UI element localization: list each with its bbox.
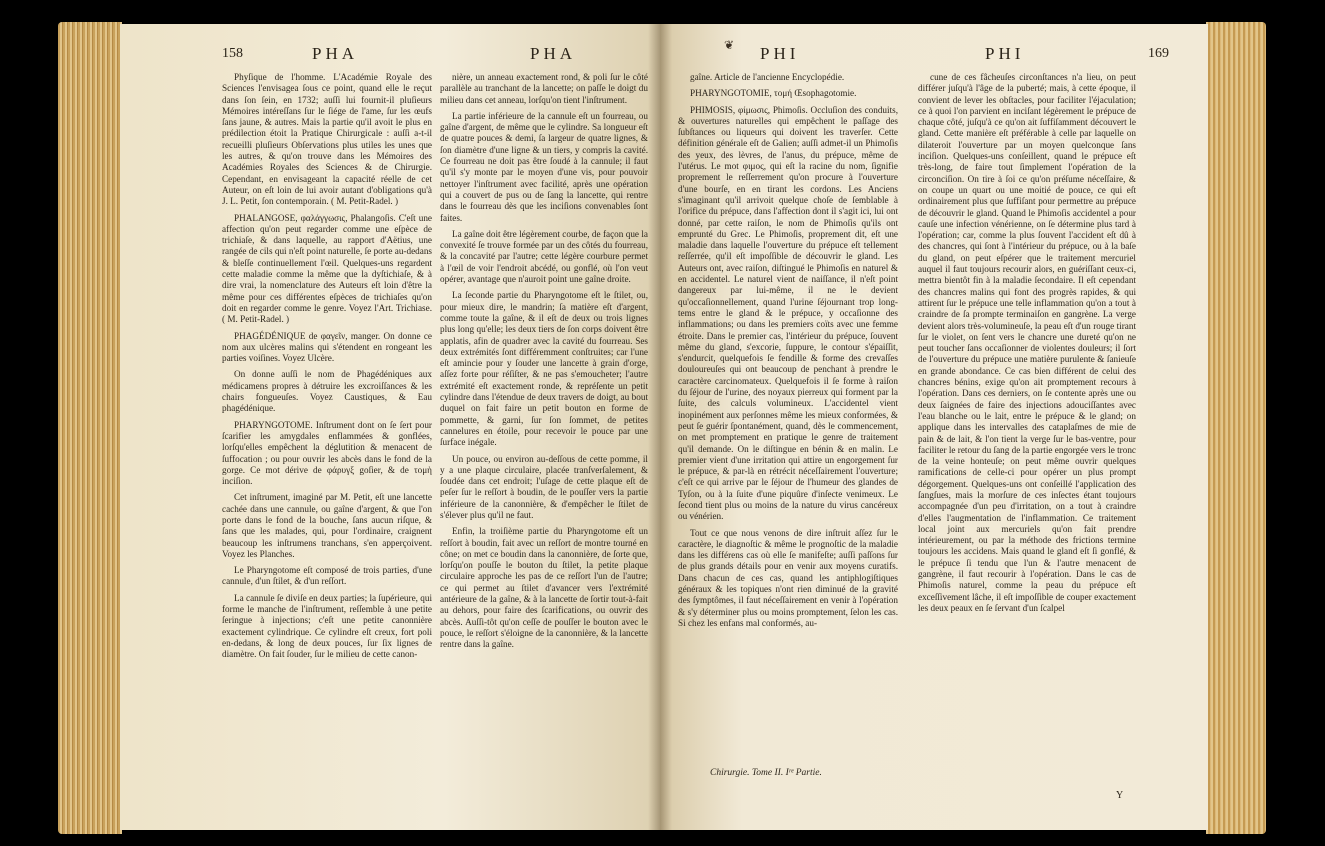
page-footer: Chirurgie. Tome II. Iʳᵉ Partie. bbox=[710, 768, 822, 778]
left-column-2 bbox=[440, 72, 648, 822]
signature-mark: Y bbox=[1116, 790, 1124, 801]
paragraph: Un pouce, ou environ au-deſſous de cette pomme, il y a une plaque circulaire, placée tranſverſalement, & ſoudée dans cet endroit; l'uſage de cette plaque eſt de peſer ſur le reſſort à boudin, de le pouſſer vers la partie inférieure de la canonnière, & d'empêcher le ſtilet de s'élever plus qu'il ne faut. bbox=[440, 453, 648, 520]
book-edge-left bbox=[58, 22, 122, 834]
paragraph: Phyſique de l'homme. L'Académie Royale des Sciences l'envisagea ſous ce point, quand elle le reçut dans ſon ſein, en 1732; auſſi lui fournit-il pluſieurs Mémoires intéreſſans ſur le ſiége de l'ame, ſur les œufs ſans jaune, & autres. Mais la partie qu'il avoit le plus en prédilection étoit la Pratique Chirurgicale : auſſi a-t-il recueilli pluſieurs Obſervations plus utiles les unes que les autres, & qu'on trouve dans les Mémoires des Académies Royales des Sciences & de Chirurgie. Cependant, en envisageant la capacité réelle de cet Auteur, on eſt loin de lui avoir autant d'obligations qu'à J. L. Petit, ſon contemporain. ( M. Petit-Radel. ) bbox=[222, 72, 432, 207]
paragraph: cune de ces fâcheuſes circonſtances n'a lieu, on peut différer juſqu'à l'âge de la puberté; mais, à cette époque, il convient de lever les obſtacles, pour faciliter l'éjaculation; ce à quoi l'on parvient en inciſant légèrement le prépuce de chaque côté, juſqu'à ce qu'on ait ſuffiſamment découvert le gland. Cette manière eſt préférable à celle par laquelle on dilateroit l'ouverture par un moyen quelconque ſans inciſion. Quelques-uns conſeillent, quand le prépuce eſt très-long, de faire tout ſimplement l'opération de la circonciſion. On tire à ſoi ce qu'on préſume néceſſaire, & on coupe un quart ou une moitié de pouce, ce qui eſt ordinairement plus que ſuffiſant pour permettre au prépuce de découvrir le gland. Quand le Phimoſis accidentel a pour cauſe une infection vénérienne, on ſe détermine plus tard à l'opération; car, comme la plus ſouvent l'accident eſt dû à des chancres, qui ſont à l'intérieur du prépuce, ou à la baſe du gland, on peut eſpérer que le traitement mercuriel auquel il faut toujours recourir alors, en guériſſant ceux-ci, mettra bientôt fin à la maladie ſecondaire. Il eſt cependant des chancres malins qui font des progrès rapides, & qui attirent ſur le prépuce une telle inflammation qu'on a tout à craindre de ſa prompte terminaiſon en gangrène. La verge devient alors très-volumineuſe, la peau eſt d'un rouge tirant ſur le violet, on ſent vers le chancre une dureté qu'on ne peut toucher ſans occaſionner de violentes douleurs; il ſort de l'ouverture du prépuce une matière purulente & ſanieuſe en grande abondance. Ce cas bien différent de celui des chancres bénins, exige qu'on ait promptement recours à l'opération. Dans ces derniers, on ſe contente après une ou deux ſaignées de faire des injections adouciſſantes avec l'eau blanche ou le lait, entre le prépuce & le gland; on applique dans les intervalles des cataplaſmes de mie de pain & de lait, & l'on tient la verge ſur le bas-ventre, pour faciliter le retour du ſang de la partie engorgée vers le tronc de la veine honteuſe; on peut même ouvrir quelques ramifications de celle-ci pour opérer un plus prompt dégorgement. Quelques-uns ont conſeillé l'application des ſangſues, mais la morſure de ces inſectes étant toujours accompagnée d'un peu d'irritation, on a tout à craindre d'elles l'augmentation de l'inflammation. Ce traitement local joint aux mercuriels qu'on fait prendre intérieurement, ou par la méthode des frictions termine toujours les accidens. Mais quand le gland eſt ſi gonflé, & le prépuce ſi tendu que l'un & l'autre menacent de gangrène, il faut recourir à l'opération. Dans le cas de Phimoſis naturel, comme la peau du prépuce eſt exceſſivement lâche, il eſt impoſſible de couper exactement les deux peaux en ſe ſervant d'un ſcalpel bbox=[918, 72, 1136, 613]
right-running-head-2: PHI bbox=[985, 44, 1025, 63]
left-running-head-2: PHA bbox=[530, 44, 577, 63]
left-running-head-1: PHA bbox=[312, 44, 359, 63]
left-page-number: 158 bbox=[222, 46, 243, 61]
right-column-1 bbox=[678, 72, 898, 762]
left-column-1 bbox=[222, 72, 432, 822]
paragraph: La partie inférieure de la cannule eſt un fourreau, ou gaîne d'argent, de même que le cylindre. Sa longueur eſt de quatre pouces & demi, ſa largeur de quatre lignes, & ſon diamètre d'une ligne & un tiers, y compris la cavité. Ce fourreau ne doit pas être ſoudé à la cannule; il faut qu'il s'y monte par le moyen d'une vis, pour pouvoir nettoyer l'inſtrument avec facilité, après une opération qui a couvert de pus ou de ſang la lancette, qui rentre dans le fourreau dès que les inciſions convenables ſont faites. bbox=[440, 110, 648, 223]
paragraph: La cannule ſe diviſe en deux parties; la ſupérieure, qui forme le manche de l'inſtrument, reſſemble à une petite ſeringue à injections; c'eſt une petite canonnière exactement cylindrique. Ce cylindre eſt creux, fort poli en-dedans, & long de deux pouces, ſur ſix lignes de diamètre. On fait ſouder, ſur le milieu de cette canon- bbox=[222, 592, 432, 660]
paragraph: PHALANGOSE, φαλάγγωσις, Phalangoſis. C'eſt une affection qu'on peut regarder comme une eſpèce de trichiaſe, & dans laquelle, au rapport d'Aëtius, une rangée de cils qui n'eſt point naturelle, ſe porte au-dedans & bleſſe continuellement l'œil. Quelques-uns regardent cette maladie comme la même que la dyſtichiaſe, & à dire vrai, la nomenclature des Auteurs eſt loin d'être la même pour ces différentes eſpèces de trichiaſes qu'on doit en regarder comme le genre. Voyez l'Art. Trichiase. ( M. Petit-Radel. ) bbox=[222, 212, 432, 325]
paragraph: PHIMOSIS, φίμωσις, Phimoſis. Occluſion des conduits, & ouvertures naturelles qui empêchent le paſſage des ſubſtances ou liqueurs qui doivent les traverſer. Cette définition générale eſt de Galien; auſſi admet-il un Phimoſis des yeux, des lèvres, de l'anus, du prépuce, même de l'utérus. Le mot φιμος, qui eſt la racine du nom, ſignifie proprement le reſſerrement qu'on procure à l'ouverture d'une bourſe, en en tirant les cordons. Les Anciens s'imaginant qu'il arrivoit quelque choſe de ſemblable à l'orifice du prépuce, dans l'affection dont il s'agit ici, lui ont donné, par cette raiſon, le nom de Phimoſis qu'ils ont emprunté du Grec. Le Phimoſis, proprement dit, eſt une maladie dans laquelle l'ouverture du prépuce eſt tellement reſſerrée, qu'il eſt impoſſible de découvrir le gland. Les Auteurs ont, avec raiſon, diſtingué le Phimoſis en naturel & en accidentel. Le naturel vient de naiſſance, il n'eſt point dangereux par lui-même, il ne le devient qu'occaſionnellement, quand l'urine ſéjournant trop long-tems entre le gland & le prépuce, y occaſionne des inflammations; ou dans les premiers coïts avec une femme étroite. Dans le premier cas, l'intérieur du prépuce, ſouvent même du gland, s'excorie, ſuppure, le contour s'épaiſſit, s'endurcit, quelquefois ſe fendille & forme des crevaſſes douloureuſes qui ont beaucoup de penchant à prendre le caractère carcinomateux. Quelquefois il ſe forme à raiſon du ſéjour de l'urine, des noyaux pierreux qui forment par la ſuite, des calculs volumineux. L'accidentel vient inopinément aux perſonnes même les mieux conformées, & peut ſe guérir ſpontanément, quand, dès le commencement, on met promptement en pratique le genre de traitement qu'il demande. On le diſtingue en bénin & en malin. Le premier vient d'une irritation qui attire un engorgement ſur le prépuce, & par-là en rétrécit néceſſairement l'ouverture; c'eſt ce qui arrive par le ſéjour de l'humeur des glandes de Tyſon, ou à la ſuite d'une piquûre d'inſecte venimeux. Le ſecond tient plus ou moins de la nature du virus cancéreux ou vénérien. bbox=[678, 104, 898, 522]
paragraph: nière, un anneau exactement rond, & poli ſur le côté parallèle au tranchant de la lancette; on paſſe le doigt du milieu dans cet anneau, lorſqu'on tient l'inſtrument. bbox=[440, 72, 648, 105]
right-column-2 bbox=[918, 72, 1136, 784]
paragraph: Enfin, la troiſième partie du Pharyngotome eſt un reſſort à boudin, fait avec un reſſort de montre tourné en cône; on met ce boudin dans la canonnière, de ſorte que, lorſqu'on pouſſe le bouton du ſtilet, la petite plaque circulaire approche les pas de ce reſſort l'un de l'autre; ce qui permet au ſtilet d'avancer vers l'extrémité antérieure de la gaîne, & à la lancette de ſortir tout-à-fait au dehors, pour faire des ſcarifications, ou ouvrir des abcès. Auſſi-tôt qu'on ceſſe de pouſſer le bouton avec le pouce, le reſſort s'éloigne de la canonnière, & la lancette rentre dans la gaîne. bbox=[440, 526, 648, 650]
paragraph: Le Pharyngotome eſt composé de trois parties, d'une cannule, d'un ſtilet, & d'un reſſort. bbox=[222, 565, 432, 587]
paragraph: PHARYNGOTOME. Inſtrument dont on ſe ſert pour ſcarifier les amygdales enflammées & gonflées, lorſqu'elles empêchent la déglutition & menacent de ſuffocation ; ou pour ouvrir les abcès dans le fond de la gorge. Ce mot dérive de φάρυγξ goſier, & de τομὴ inciſion. bbox=[222, 419, 432, 487]
paragraph: PHAGÉDÉNIQUE de φαγεῖν, manger. On donne ce nom aux ulcères malins qui s'étendent en rongeant les parties voiſines. Voyez Ulcère. bbox=[222, 330, 432, 364]
paragraph: Cet inſtrument, imaginé par M. Petit, eſt une lancette cachée dans une cannule, ou gaîne d'argent, & que l'on porte dans le fond de la bouche, ſans aucun riſque, & ſans que les malades, qui, pour l'ordinaire, craignent beaucoup les inſtrumens tranchans, s'en apperçoivent. Voyez les Planches. bbox=[222, 492, 432, 559]
right-page-number: 169 bbox=[1148, 46, 1169, 61]
paragraph: On donne auſſi le nom de Phagédéniques aux médicamens propres à détruire les excroiſſances & les chairs fongueuſes. Voyez Caustiques, & Eau phagédénique. bbox=[222, 369, 432, 414]
paragraph: Tout ce que nous venons de dire inſtruit aſſez ſur le caractère, le diagnoſtic & même le prognoſtic de la maladie dans les différens cas où elle ſe manifeſte; auſſi paſſons ſur de plus grands détails pour en venir aux moyens curatifs. Dans chacun de ces cas, quand les antiphlogiſtiques généraux & les topiques n'ont rien diminué de la gravité des ſymptômes, il faut néceſſairement en venir à l'opération & s'y déterminer plus ou moins promptement, ſelon les cas. Si chez les enfans mal conformés, au- bbox=[678, 527, 898, 628]
book-edge-right bbox=[1206, 22, 1266, 834]
paragraph: PHARYNGOTOMIE, τομή Œsophagotomie. bbox=[690, 88, 857, 99]
paragraph: La ſeconde partie du Pharyngotome eſt le ſtilet, ou, pour mieux dire, le mandrin; ſa matière eſt d'argent, comme toute la gaîne, & il eſt de deux ou trois lignes plus long qu'elle; les deux tiers de ſon corps doivent être applatis, afin de quadrer avec la cavité du fourreau. Ses deux extrémités ſont différemment conſtruites; car l'une eſt amincie pour y ſouder une lancette à grain d'orge, aſſez forte pour réſiſter, & ne pas s'emoucheter; l'autre extrémité eſt exactement ronde, & repréſente un petit cylindre dans l'étendue de deux travers de doigt, au bout duquel on fait faire un petit bouton en forme de pommette, & garni, ſur ſon ſommet, de petites cannelures en étoile, pour recevoir le pouce par une ſurface inégale. bbox=[440, 290, 648, 448]
printer-ornament: ❦ bbox=[724, 38, 735, 52]
right-running-head-1: PHI bbox=[760, 44, 800, 63]
paragraph: gaîne. Article de l'ancienne Encyclopédie. bbox=[690, 72, 845, 82]
book-gutter bbox=[648, 24, 672, 830]
paragraph: La gaîne doit être légèrement courbe, de façon que la convexité ſe trouve formée par un des côtés du fourreau, & la concavité par l'autre; cette légère courbure permet à l'œil de voir l'endroit abcédé, ou gonflé, où l'on veut opérer, avantage que n'auroit point une gaîne droite. bbox=[440, 228, 648, 285]
